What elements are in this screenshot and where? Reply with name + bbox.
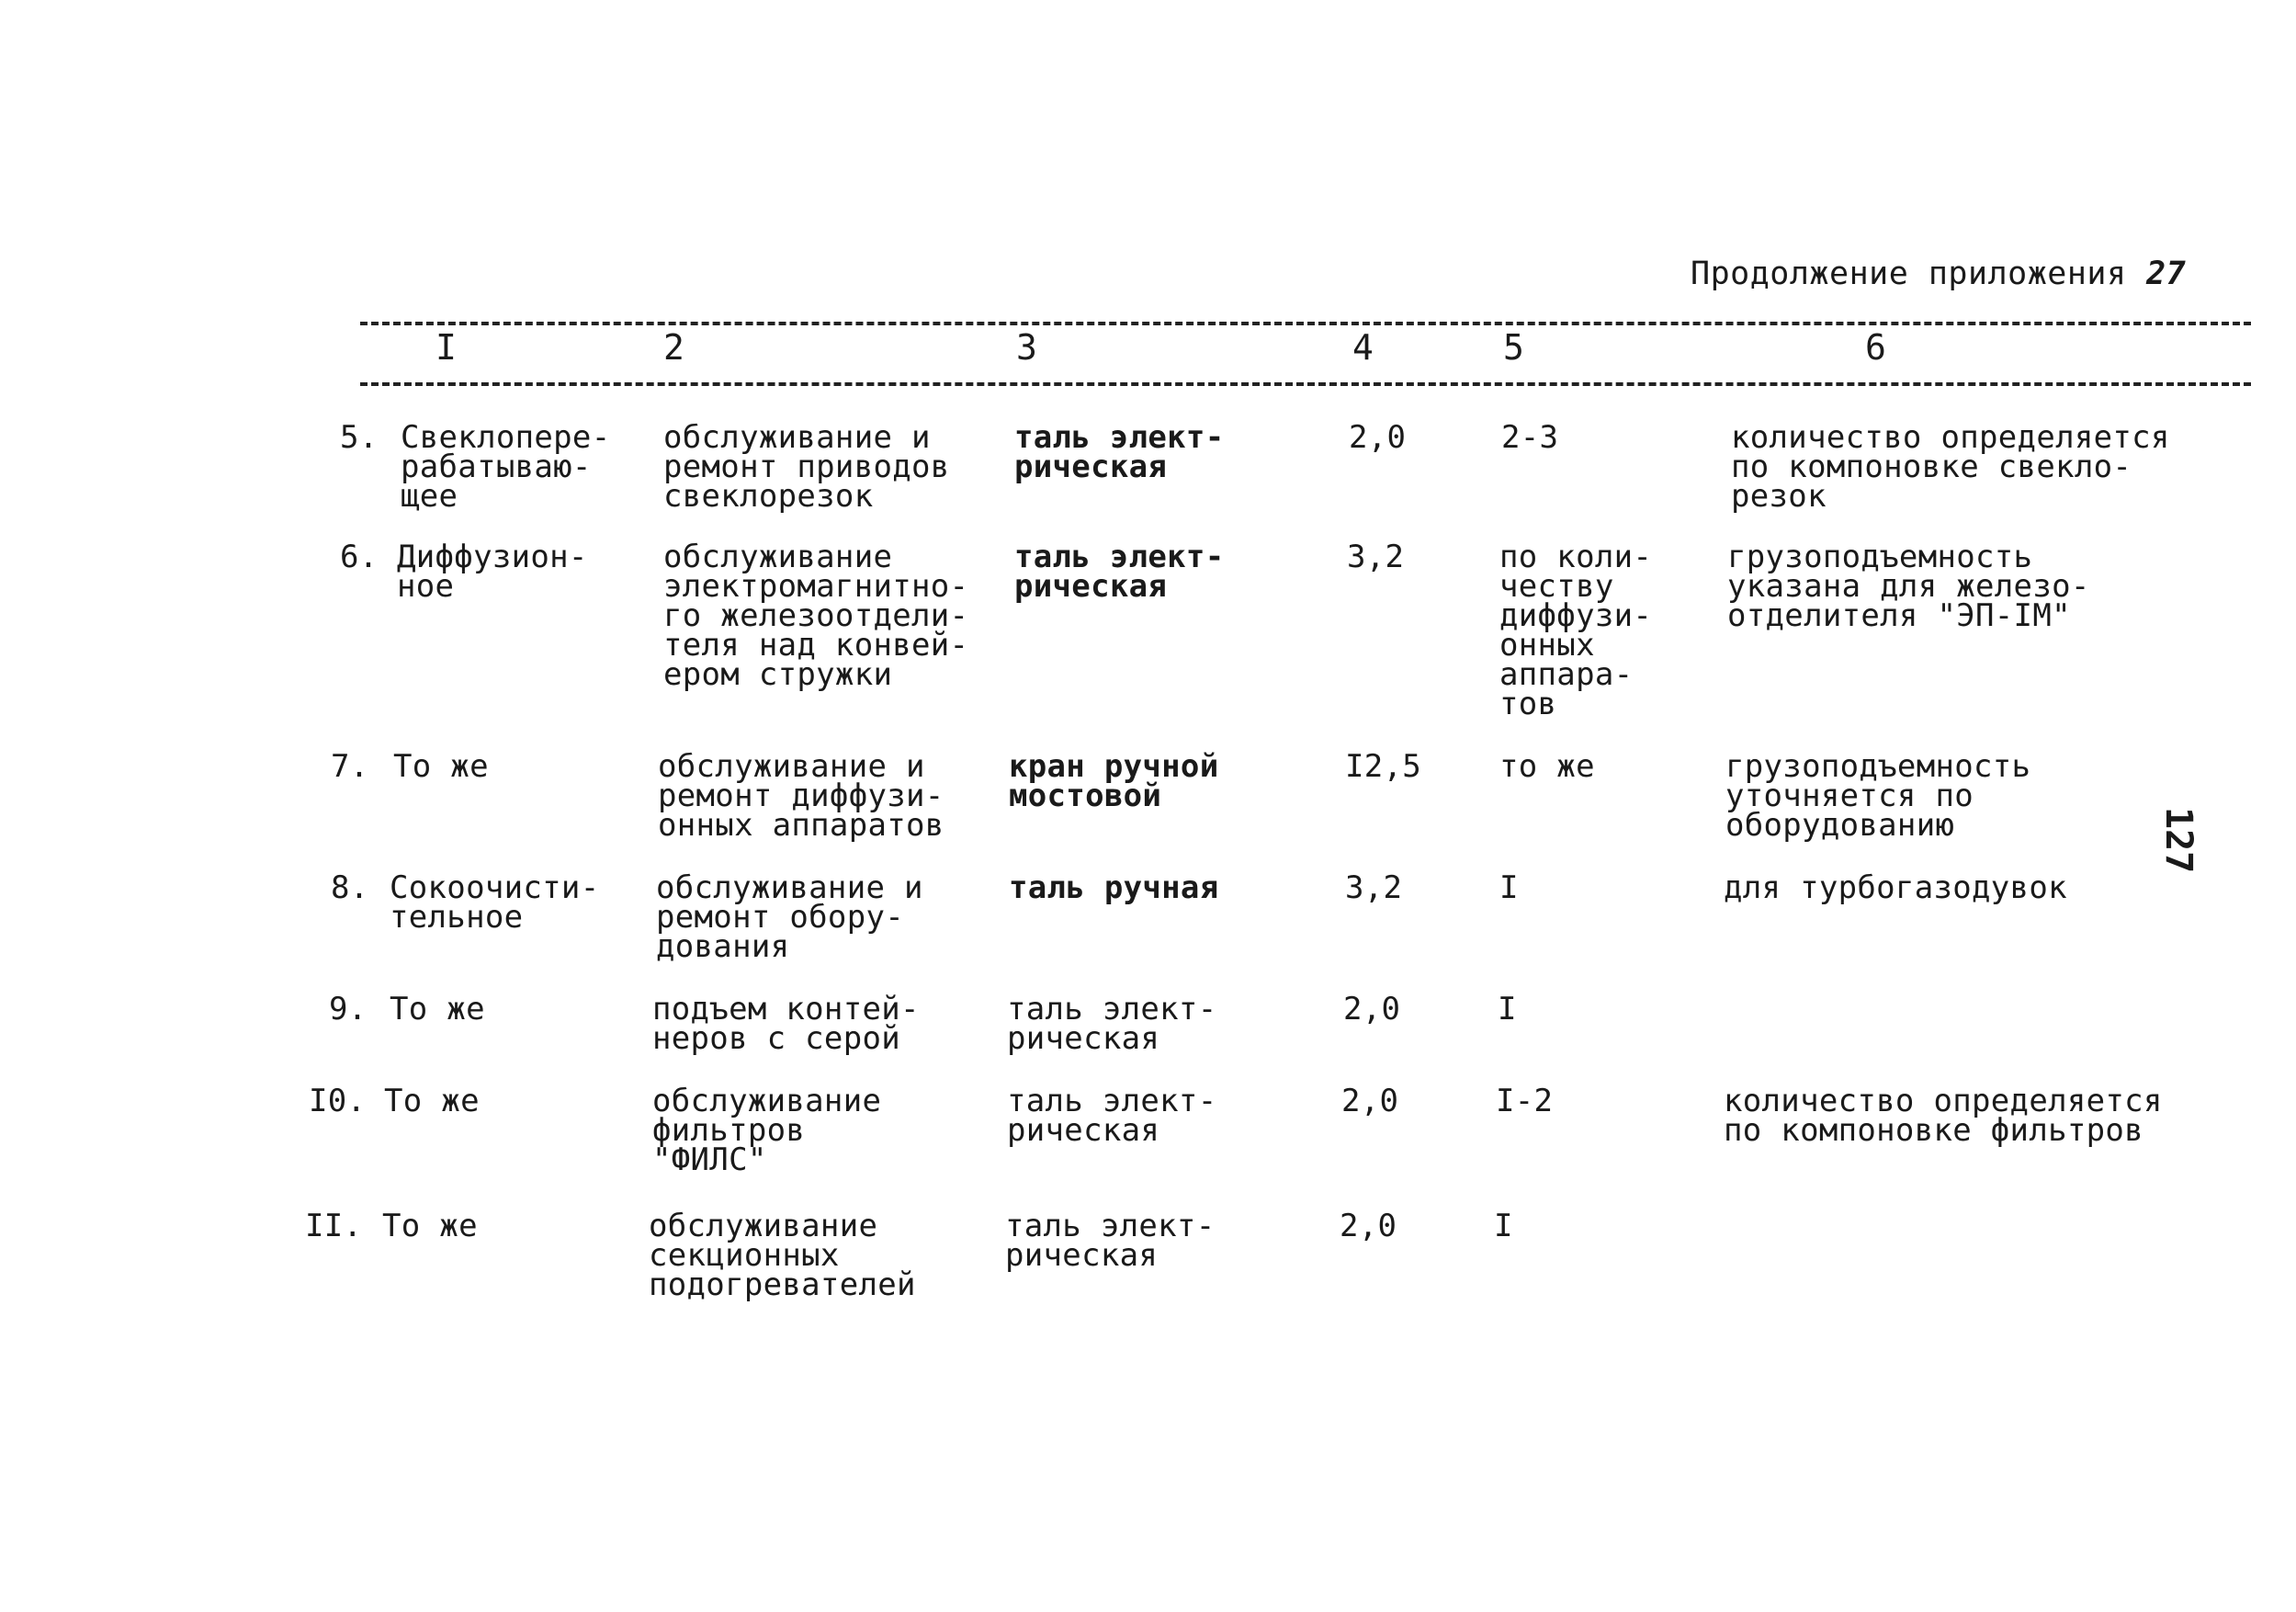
note-cell: грузоподъемность указана для железо- отделителя "ЭП-IМ": [1727, 539, 2090, 634]
row-number: I0.: [309, 1083, 367, 1119]
quantity-cell: I: [1499, 869, 1519, 906]
capacity-cell: 2,0: [1340, 1208, 1397, 1244]
row-number: II.: [305, 1208, 363, 1244]
capacity-cell: 2,0: [1343, 991, 1401, 1027]
header-col-2: 2: [663, 327, 684, 368]
purpose-cell: обслуживание электромагнитно- го железоотдели- теля над конвей- ером стружки: [663, 539, 969, 693]
table-top-rule: [360, 322, 2251, 325]
equipment-cell: кран ручной мостовой: [1009, 748, 1219, 814]
quantity-cell: по коли- честву диффузи- онных аппара- тов: [1499, 539, 1653, 722]
note-cell: количество определяется по компоновке свекло- резок: [1731, 419, 2170, 515]
equipment-cell: таль элект- рическая: [1005, 1208, 1216, 1274]
capacity-cell: 2,0: [1349, 419, 1407, 456]
department-cell: Свеклопере- рабатываю- щее: [401, 419, 611, 515]
capacity-cell: 3,2: [1347, 539, 1405, 575]
quantity-cell: I: [1494, 1208, 1513, 1244]
header-col-5: 5: [1503, 327, 1524, 368]
department-cell: То же: [393, 748, 489, 785]
header-col-6: 6: [1865, 327, 1886, 368]
table-header-rule: [360, 382, 2251, 386]
equipment-cell: таль элект- рическая: [1007, 991, 1217, 1057]
capacity-cell: 2,0: [1341, 1083, 1399, 1119]
equipment-cell: таль ручная: [1009, 869, 1219, 906]
page-heading: [1691, 255, 2186, 292]
department-cell: То же: [390, 991, 485, 1027]
capacity-cell: 3,2: [1345, 869, 1403, 906]
purpose-cell: обслуживание фильтров "ФИЛС": [652, 1083, 882, 1178]
note-cell: количество определяется по компоновке фильтров: [1724, 1083, 2163, 1149]
row-number: 7.: [331, 748, 369, 785]
department-cell: То же: [384, 1083, 480, 1119]
row-number: 5.: [340, 419, 379, 456]
header-col-4: 4: [1352, 327, 1374, 368]
equipment-cell: таль элект- рическая: [1014, 539, 1225, 605]
purpose-cell: подъем контей- неров с серой: [652, 991, 920, 1057]
row-number: 9.: [329, 991, 368, 1027]
heading-number: 27: [2146, 255, 2187, 292]
capacity-cell: I2,5: [1345, 748, 1422, 785]
purpose-cell: обслуживание секционных подогревателей: [649, 1208, 916, 1303]
heading-text: Продолжение приложения: [1691, 255, 2127, 292]
quantity-cell: 2-3: [1501, 419, 1559, 456]
purpose-cell: обслуживание и ремонт обору- дования: [656, 869, 923, 965]
department-cell: Диффузион- ное: [397, 539, 588, 605]
equipment-cell: таль элект- рическая: [1014, 419, 1225, 485]
header-col-3: 3: [1016, 327, 1037, 368]
purpose-cell: обслуживание и ремонт диффузи- онных аппаратов: [658, 748, 944, 844]
row-number: 6.: [340, 539, 379, 575]
department-cell: Сокоочисти- тельное: [390, 869, 600, 936]
note-cell: грузоподъемность уточняется по оборудованию: [1725, 748, 2031, 844]
header-col-1: I: [435, 327, 457, 368]
note-cell: для турбогазодувок: [1724, 869, 2067, 906]
quantity-cell: I-2: [1496, 1083, 1554, 1119]
department-cell: То же: [382, 1208, 478, 1244]
row-number: 8.: [331, 869, 369, 906]
equipment-cell: таль элект- рическая: [1007, 1083, 1217, 1149]
purpose-cell: обслуживание и ремонт приводов свеклорезок: [663, 419, 950, 515]
side-page-number: 127: [2157, 807, 2200, 874]
quantity-cell: то же: [1499, 748, 1595, 785]
quantity-cell: I: [1498, 991, 1517, 1027]
